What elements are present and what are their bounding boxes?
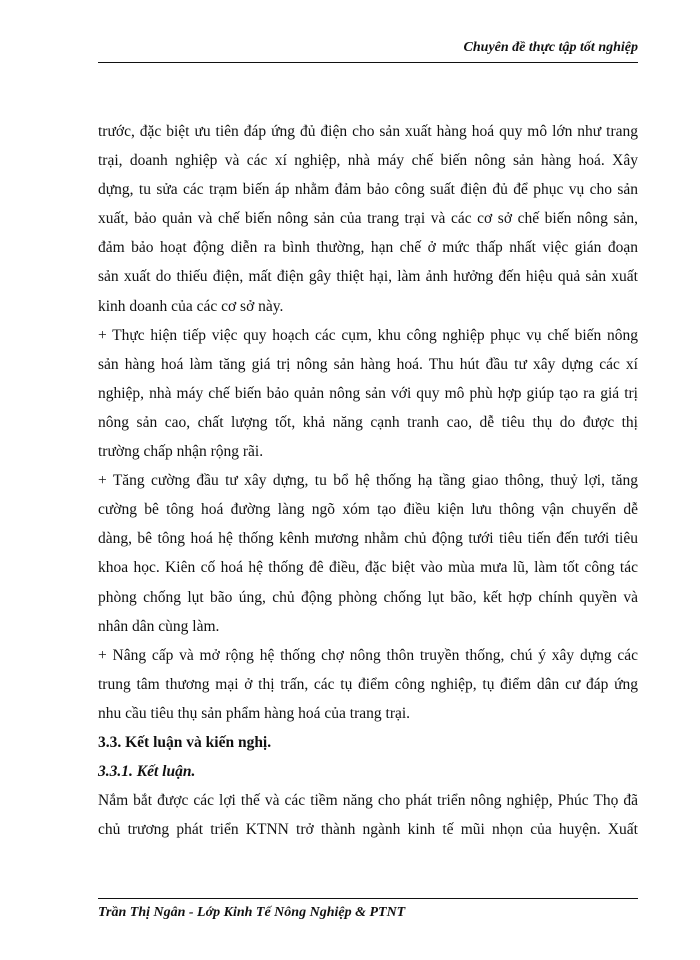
text-line: + Thực hiện tiếp việc quy hoạch các cụm, khu công nghiệp phục vụ chế biến nông: [98, 326, 638, 344]
text-line: chủ trương phát triển KTNN trở thành ngành kinh tế mũi nhọn của huyện. Xuất: [98, 821, 638, 839]
text-line: nhu cầu tiêu thụ sản phẩm hàng hoá của trang trại.: [98, 704, 411, 722]
paragraph-markets: [98, 641, 638, 728]
text-line: + Tăng cường đầu tư xây dựng, tu bổ hệ thống hạ tầng giao thông, thuỷ lợi, tăng: [98, 472, 638, 490]
subsection-heading: 3.3.1. Kết luận.: [98, 763, 196, 781]
text-line: nông sản cao, chất lượng tốt, khả năng cạnh tranh cao, dễ tiêu thụ do được thị: [98, 413, 638, 431]
text-line: dàng, bê tông hoá hệ thống kênh mương nhằm chủ động tưới tiêu tiến đến tưới tiêu: [98, 530, 638, 548]
text-line: dựng, tu sửa các trạm biến áp nhằm đảm bảo công suất điện đủ để phục vụ cho sản: [98, 181, 638, 199]
paragraph-industrial-zones: [98, 321, 638, 466]
text-line: cường bê tông hoá đường làng ngõ xóm tạo điều kiện lưu thông vận chuyển dễ: [98, 501, 638, 519]
text-line: Nắm bắt được các lợi thế và các tiềm năng cho phát triển nông nghiệp, Phúc Thọ đã: [98, 792, 638, 810]
text-line: sản xuất do thiếu điện, mất điện gây thiệt hại, làm ảnh hưởng đến hiệu quả sản xuất: [98, 268, 638, 286]
text-line: trung tâm thương mại ở thị trấn, các tụ điểm công nghiệp, tụ điểm dân cư đáp ứng: [98, 675, 638, 693]
text-line: xuất, bảo quản và chế biến nông sản của trang trại và các cơ sở chế biến nông sản,: [98, 210, 638, 228]
paragraph-infrastructure: [98, 466, 638, 641]
text-line: khoa học. Kiên cố hoá hệ thống đê điều, đặc biệt vào mùa mưa lũ, làm tốt công tác: [98, 559, 638, 577]
page-footer: [98, 898, 638, 932]
paragraph-electricity: [98, 117, 638, 321]
text-line: sản hàng hoá làm tăng giá trị nông sản hàng hoá. Thu hút đầu tư xây dựng các xí: [98, 355, 638, 373]
text-line: trại, doanh nghiệp và các xí nghiệp, nhà máy chế biến nông sản hàng hoá. Xây: [98, 152, 638, 170]
text-line: nghiệp, nhà máy chế biến bảo quản nông sản với quy mô phù hợp giúp tạo ra giá trị: [98, 384, 638, 402]
footer-text: Trần Thị Ngân - Lớp Kinh Tế Nông Nghiệp & PTNT: [98, 905, 406, 920]
page-header: [98, 40, 638, 63]
text-line: trước, đặc biệt ưu tiên đáp ứng đủ điện cho sản xuất hàng hoá quy mô lớn như trang: [98, 123, 638, 140]
text-line: đảm bảo hoạt động diễn ra bình thường, hạn chế ở mức thấp nhất việc gián đoạn: [98, 239, 638, 257]
text-line: phòng chống lụt bão úng, chủ động phòng chống lụt bão, kết hợp chính quyền và: [98, 588, 638, 606]
section-heading: 3.3. Kết luận và kiến nghị.: [98, 733, 272, 751]
text-line: trường chấp nhận rộng rãi.: [98, 443, 264, 461]
text-line: kinh doanh của các cơ sở này.: [98, 297, 284, 315]
paragraph-conclusion: [98, 786, 638, 844]
text-line: + Nâng cấp và mở rộng hệ thống chợ nông thôn truyền thống, chú ý xây dựng các: [98, 646, 638, 664]
document-body: [98, 117, 638, 844]
text-line: nhân dân cùng làm.: [98, 617, 220, 635]
header-title: Chuyên đề thực tập tốt nghiệp: [463, 40, 638, 55]
